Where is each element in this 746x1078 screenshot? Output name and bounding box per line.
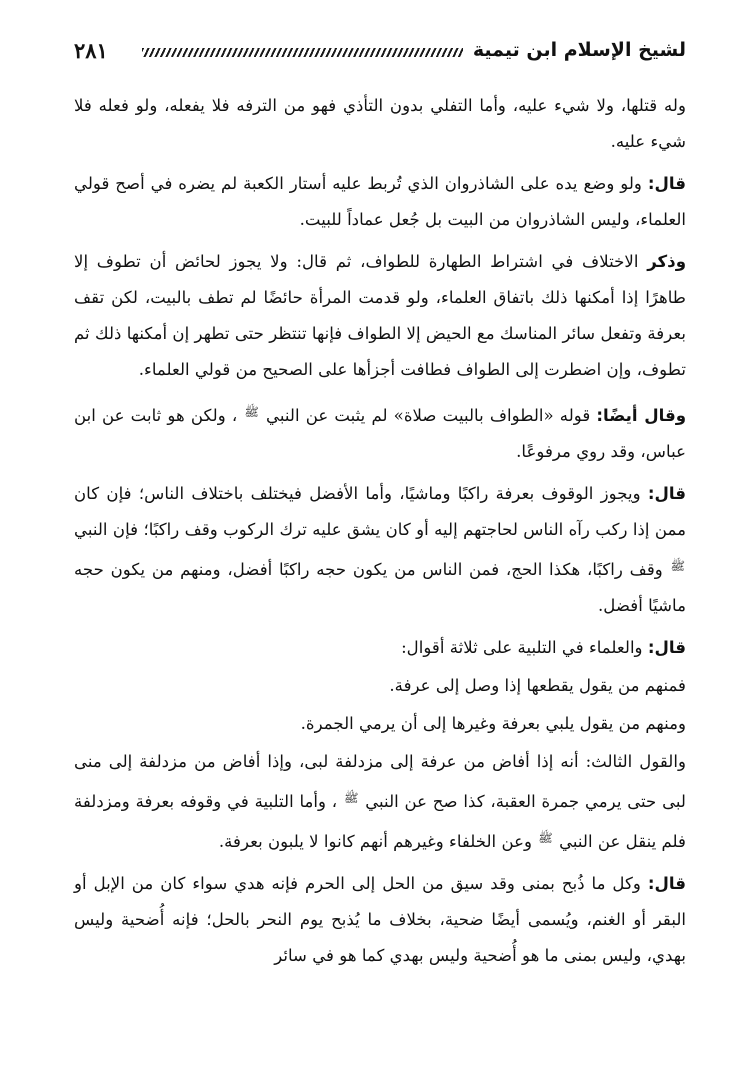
- header-rule: [142, 48, 463, 57]
- paragraph-lead: وذكر: [647, 252, 687, 271]
- paragraph-text: والعلماء في التلبية على ثلاثة أقوال:: [401, 638, 643, 657]
- paragraph-1: [74, 88, 686, 160]
- paragraph-8: [74, 706, 686, 742]
- paragraph-lead: وقال أيضًا:: [596, 406, 687, 425]
- paragraph-lead: قال:: [647, 174, 686, 193]
- paragraph-text: ويجوز الوقوف بعرفة راكبًا وماشيًا، وأما الأفضل فيختلف باختلاف الناس؛ فإن كان ممن إذا ركب رآه الناس لحاجتهم إليه أو كان يشق عليه ترك الركوب وقف راكبًا؛ فإن النبي: [74, 484, 686, 539]
- paragraph-7: [74, 668, 686, 704]
- paragraph-9: [74, 744, 686, 860]
- paragraph-text-continued: ، ولكن هو ثابت عن ابن عباس، وقد روي مرفوعًا.: [74, 406, 686, 461]
- paragraph-text: الاختلاف في اشتراط الطهارة للطواف، ثم قال: ولا يجوز لحائض أن تطوف إلا طاهرًا إذا أمكنها ذلك باتفاق العلماء، ولو قدمت المرأة حائضًا لم تطف بالبيت، لكن تقف بعرفة وتفعل سائر المناسك مع الحيض إلا الطواف فإنها تنتظر حتى تطهر إن أمكنها ذلك ثم تطوف، وإن اضطرت إلى الطواف فطافت أجزأها على الصحيح من قولي العلماء.: [74, 252, 686, 379]
- salawat-honorific: ﷺ: [538, 831, 553, 845]
- paragraph-10: [74, 866, 686, 974]
- paragraph-lead: قال:: [647, 484, 686, 503]
- paragraph-6: [74, 630, 686, 666]
- paragraph-2: [74, 166, 686, 238]
- paragraph-text: وكل ما ذُبح بمنى وقد سيق من الحل إلى الحرم فإنه هدي سواء كان من الإبل أو البقر أو الغنم، ويُسمى أيضًا ضحية، بخلاف ما يُذبح يوم النحر بالحل؛ فإنه أُضحية وليس بهدي، وليس بمنى ما هو أُضحية وليس بهدي كما هو في سائر: [74, 874, 686, 965]
- salawat-honorific: ﷺ: [244, 405, 259, 419]
- salawat-honorific: ﷺ: [670, 559, 685, 573]
- page-number: ٢٨١: [74, 37, 108, 63]
- paragraph-text: ولو وضع يده على الشاذروان الذي تُربط عليه أستار الكعبة لم يضره في أصح قولي العلماء، وليس الشاذروان من البيت بل جُعل عماداً للبيت.: [74, 174, 686, 229]
- paragraph-text: فمنهم من يقول يقطعها إذا وصل إلى عرفة.: [389, 676, 686, 695]
- body-text: [74, 88, 686, 980]
- paragraph-text: وله قتلها، ولا شيء عليه، وأما التفلي بدون التأذي فهو من الترفه فلا يفعله، ولو فعله فلا شيء عليه.: [74, 96, 686, 151]
- running-header: [74, 30, 686, 70]
- paragraph-5: [74, 476, 686, 624]
- paragraph-text: والقول الثالث: أنه إذا أفاض من عرفة إلى مزدلفة لبى، وإذا أفاض من مزدلفة إلى منى لبى حتى يرمي جمرة العقبة، كذا صح عن النبي: [74, 752, 686, 811]
- paragraph-text-continued: وقف راكبًا، هكذا الحج، فمن الناس من يكون حجه راكبًا أفضل، ومنهم من يكون حجه ماشيًا أفضل.: [74, 560, 686, 615]
- paragraph-text-continued-2: وعن الخلفاء وغيرهم أنهم كانوا لا يلبون بعرفة.: [218, 832, 532, 851]
- running-title: لشيخ الإسلام ابن تيمية: [472, 39, 686, 61]
- paragraph-text: ومنهم من يقول يلبي بعرفة وغيرها إلى أن يرمي الجمرة.: [300, 714, 686, 733]
- salawat-honorific: ﷺ: [343, 791, 359, 805]
- paragraph-lead: قال:: [647, 638, 686, 657]
- paragraph-text-continued: ، وأما التلبية في وقوفه بعرفة ومزدلفة فلم ينقل عن النبي: [74, 792, 686, 851]
- paragraph-lead: قال:: [647, 874, 686, 893]
- paragraph-3: [74, 244, 686, 388]
- paragraph-text: قوله «الطواف بالبيت صلاة» لم يثبت عن النبي: [266, 406, 591, 425]
- paragraph-4: [74, 394, 686, 470]
